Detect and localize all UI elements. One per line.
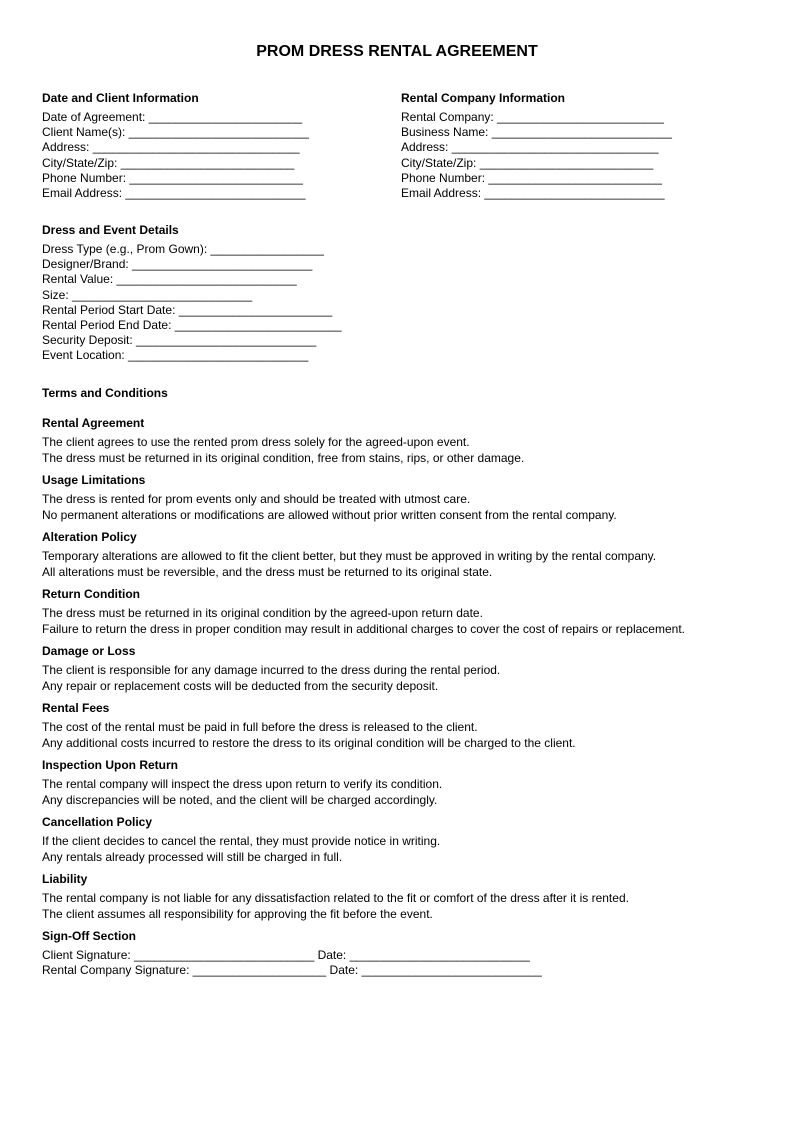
term-cancellation-policy	[42, 815, 762, 865]
term-heading: Alteration Policy	[42, 530, 137, 544]
term-line: All alterations must be reversible, and the dress must be returned to its original state.	[42, 564, 493, 579]
term-inspection-upon-return	[42, 758, 762, 808]
company-address-field[interactable]: Address: _______________________________	[401, 140, 659, 155]
dress-type-field[interactable]: Dress Type (e.g., Prom Gown): _________________	[42, 242, 324, 256]
dress-details-section	[42, 223, 762, 364]
client-email-field[interactable]: Email Address: ___________________________	[42, 186, 306, 201]
term-return-condition	[42, 587, 762, 637]
term-rental-fees	[42, 701, 762, 751]
date-of-agreement-field[interactable]: Date of Agreement: _______________________	[42, 110, 303, 124]
term-damage-or-loss	[42, 644, 762, 694]
terms-section	[42, 386, 762, 985]
client-address-field[interactable]: Address: _______________________________	[42, 140, 300, 155]
rental-company-field[interactable]: Rental Company: _________________________	[401, 110, 664, 124]
company-signature-line[interactable]: Rental Company Signature: ____________________ Date: ___________________________	[42, 963, 542, 978]
term-line: The rental company is not liable for any dissatisfaction related to the fit or comfort of the dress after it is rented.	[42, 891, 629, 905]
company-city-state-zip-field[interactable]: City/State/Zip: __________________________	[401, 155, 654, 170]
term-heading: Usage Limitations	[42, 473, 146, 487]
dress-details-heading: Dress and Event Details	[42, 223, 179, 237]
term-line: Failure to return the dress in proper condition may result in additional charges to cover the cost of repairs or replacement.	[42, 621, 685, 636]
rental-value-field[interactable]: Rental Value: ___________________________	[42, 272, 297, 287]
term-line: Any discrepancies will be noted, and the client will be charged accordingly.	[42, 792, 438, 807]
signoff-section	[42, 929, 762, 978]
term-line: No permanent alterations or modifications are allowed without prior written consent from the rental company.	[42, 507, 617, 522]
term-line: The dress must be returned in its original condition by the agreed-upon return date.	[42, 606, 483, 620]
rental-start-date-field[interactable]: Rental Period Start Date: _______________________	[42, 302, 333, 317]
term-line: The cost of the rental must be paid in full before the dress is released to the client.	[42, 720, 478, 734]
term-heading: Cancellation Policy	[42, 815, 153, 829]
size-field[interactable]: Size: ___________________________	[42, 287, 253, 302]
term-line: The dress must be returned in its original condition, free from stains, rips, or other damage.	[42, 450, 525, 465]
client-name-field[interactable]: Client Name(s): ___________________________	[42, 125, 309, 140]
company-phone-field[interactable]: Phone Number: __________________________	[401, 170, 662, 185]
client-city-state-zip-field[interactable]: City/State/Zip: __________________________	[42, 155, 295, 170]
security-deposit-field[interactable]: Security Deposit: ___________________________	[42, 333, 317, 348]
event-location-field[interactable]: Event Location: ___________________________	[42, 348, 309, 363]
term-liability	[42, 872, 762, 922]
company-info-heading: Rental Company Information	[401, 91, 566, 105]
client-info-section	[42, 91, 382, 201]
term-line: The client assumes all responsibility for approving the fit before the event.	[42, 906, 433, 921]
term-line: The rental company will inspect the dress upon return to verify its condition.	[42, 777, 443, 791]
term-heading: Liability	[42, 872, 88, 886]
rental-end-date-field[interactable]: Rental Period End Date: _________________________	[42, 318, 342, 333]
term-line: Any additional costs incurred to restore the dress to its original condition will be charged to the client.	[42, 735, 576, 750]
term-line: The client is responsible for any damage incurred to the dress during the rental period.	[42, 663, 501, 677]
term-line: Any repair or replacement costs will be deducted from the security deposit.	[42, 678, 439, 693]
client-info-heading: Date and Client Information	[42, 91, 199, 105]
term-heading: Damage or Loss	[42, 644, 136, 658]
designer-brand-field[interactable]: Designer/Brand: ___________________________	[42, 257, 313, 272]
signoff-heading: Sign-Off Section	[42, 929, 136, 943]
client-signature-line[interactable]: Client Signature: ___________________________ Date: ___________________________	[42, 948, 530, 962]
term-heading: Rental Fees	[42, 701, 110, 715]
term-line: Any rentals already processed will still be charged in full.	[42, 849, 343, 864]
term-line: The dress is rented for prom events only and should be treated with utmost care.	[42, 492, 471, 506]
term-line: The client agrees to use the rented prom dress solely for the agreed-upon event.	[42, 435, 470, 449]
page-title: PROM DRESS RENTAL AGREEMENT	[256, 43, 538, 60]
company-email-field[interactable]: Email Address: ___________________________	[401, 186, 665, 201]
company-info-section	[401, 91, 741, 201]
client-phone-field[interactable]: Phone Number: __________________________	[42, 170, 303, 185]
term-line: If the client decides to cancel the rental, they must provide notice in writing.	[42, 834, 441, 848]
term-heading: Return Condition	[42, 587, 140, 601]
term-rental-agreement	[42, 416, 762, 466]
term-heading: Rental Agreement	[42, 416, 145, 430]
term-heading: Inspection Upon Return	[42, 758, 178, 772]
business-name-field[interactable]: Business Name: ___________________________	[401, 125, 672, 140]
term-alteration-policy	[42, 530, 762, 580]
terms-heading: Terms and Conditions	[42, 386, 168, 400]
term-line: Temporary alterations are allowed to fit the client better, but they must be approved in writing by the rental company.	[42, 549, 657, 563]
term-usage-limitations	[42, 473, 762, 523]
